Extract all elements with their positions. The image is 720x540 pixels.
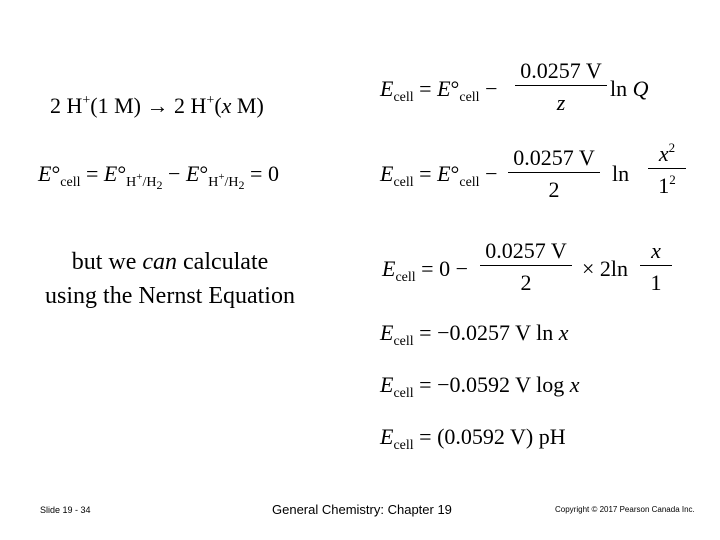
eq-subscript: cell xyxy=(459,175,480,190)
eq-exponent: 2 xyxy=(669,172,676,187)
nernst-substituted-ln xyxy=(612,163,629,185)
note-text: but we xyxy=(71,249,143,275)
eq-symbol: E xyxy=(380,76,394,101)
eq-symbol: E xyxy=(103,161,118,186)
fraction-numerator: x xyxy=(651,238,661,263)
eq-text: = −0.0592 V log xyxy=(413,372,570,397)
eq-symbol: Q xyxy=(632,76,649,101)
nernst-zero-times xyxy=(582,258,628,280)
fraction-denominator: 1 xyxy=(650,270,662,295)
fraction-denominator: z xyxy=(556,90,566,115)
reaction-text: M) xyxy=(231,93,264,118)
fraction-denominator: 2 xyxy=(548,177,560,202)
eq-subscript-index: 2 xyxy=(238,178,245,192)
nernst-zero-fraction xyxy=(480,240,572,294)
reaction-variable: x xyxy=(221,93,232,118)
fraction-denominator: 2 xyxy=(520,270,532,295)
eq-text: ln xyxy=(610,76,633,101)
reaction-text: (1 M) → 2 H xyxy=(90,93,207,118)
eq-subscript xyxy=(126,171,163,192)
eq-subscript-charge: + xyxy=(136,171,143,183)
eq-symbol: ° xyxy=(450,76,460,101)
eq-symbol: x xyxy=(558,320,569,345)
eq-subscript: cell xyxy=(393,90,414,105)
note-text: calculate xyxy=(177,249,269,275)
eq-symbol: E xyxy=(437,76,451,101)
eq-subscript xyxy=(208,171,245,192)
eq-symbol: E xyxy=(38,161,52,186)
eq-symbol: E xyxy=(380,372,394,397)
eq-text: − xyxy=(479,76,498,101)
eq-symbol: ° xyxy=(450,161,460,186)
eq-subscript-index: 2 xyxy=(156,178,163,192)
eq-symbol: E xyxy=(382,256,396,281)
eq-subscript: cell xyxy=(60,175,81,190)
eq-symbol: E xyxy=(380,161,394,186)
nernst-zero-ratio-fraction xyxy=(640,240,672,294)
eq-text: 1 xyxy=(658,173,670,198)
eq-subscript: cell xyxy=(393,438,414,453)
nernst-note-line-1 xyxy=(20,245,320,279)
standard-potential-equation xyxy=(38,161,279,192)
eq-text: − xyxy=(162,161,186,186)
fraction-numerator: 0.0257 V xyxy=(513,145,595,170)
reaction-charge: + xyxy=(82,93,91,108)
eq-text: = −0.0257 V ln xyxy=(413,320,559,345)
reaction-text: ( xyxy=(214,93,222,118)
eq-subscript-text: /H xyxy=(224,175,239,190)
eq-symbol: E xyxy=(380,424,394,449)
nernst-general-fraction xyxy=(515,60,607,114)
eq-symbol: E xyxy=(437,161,451,186)
fraction-numerator: 0.0257 V xyxy=(520,58,602,83)
eq-subscript-charge: + xyxy=(218,171,225,183)
eq-subscript: cell xyxy=(395,270,416,285)
eq-text: − xyxy=(479,161,498,186)
nernst-general-lhs xyxy=(380,76,498,105)
eq-text: = xyxy=(80,161,104,186)
eq-symbol: ° xyxy=(117,161,127,186)
nernst-substituted-lhs xyxy=(380,161,498,190)
slide-number: Slide 19 - 34 xyxy=(40,505,91,515)
eq-text: = xyxy=(413,76,438,101)
eq-text: = xyxy=(413,161,438,186)
eq-symbol: E xyxy=(380,320,394,345)
eq-subscript-text: H xyxy=(126,175,137,190)
eq-subscript: cell xyxy=(393,175,414,190)
eq-subscript: cell xyxy=(459,90,480,105)
eq-symbol: x xyxy=(569,372,580,397)
eq-subscript-text: H xyxy=(208,175,219,190)
nernst-ph-result xyxy=(380,424,566,453)
fraction-denominator xyxy=(648,169,686,197)
eq-text: × 2ln xyxy=(582,256,629,281)
eq-text: ln xyxy=(612,161,630,186)
eq-symbol: ° xyxy=(51,161,61,186)
eq-exponent: 2 xyxy=(668,140,676,155)
nernst-note xyxy=(20,245,320,313)
eq-text: = 0 xyxy=(244,161,279,186)
concentration-ratio-fraction xyxy=(648,140,686,198)
nernst-zero-lhs xyxy=(382,256,468,285)
nernst-general-ln xyxy=(610,78,649,100)
nernst-note-line-2: using the Nernst Equation xyxy=(45,283,295,309)
fraction-numerator: 0.0257 V xyxy=(485,238,567,263)
eq-text: = 0 − xyxy=(415,256,468,281)
eq-subscript-text: /H xyxy=(142,175,157,190)
course-title: General Chemistry: Chapter 19 xyxy=(272,502,452,517)
copyright: Copyright © 2017 Pearson Canada Inc. xyxy=(555,505,695,514)
eq-subscript: cell xyxy=(393,334,414,349)
nernst-ln-result xyxy=(380,320,569,349)
eq-symbol: ° xyxy=(199,161,209,186)
nernst-log-result xyxy=(380,372,580,401)
eq-text: = (0.0592 V) pH xyxy=(413,424,566,449)
reaction-equation xyxy=(50,95,264,117)
eq-symbol: x xyxy=(658,141,669,166)
note-emphasis: can xyxy=(142,249,178,275)
reaction-text: 2 H xyxy=(50,93,83,118)
reaction-charge: + xyxy=(206,93,215,108)
nernst-substituted-fraction xyxy=(508,147,600,201)
eq-symbol: E xyxy=(185,161,200,186)
fraction-numerator xyxy=(648,140,686,168)
eq-subscript: cell xyxy=(393,386,414,401)
